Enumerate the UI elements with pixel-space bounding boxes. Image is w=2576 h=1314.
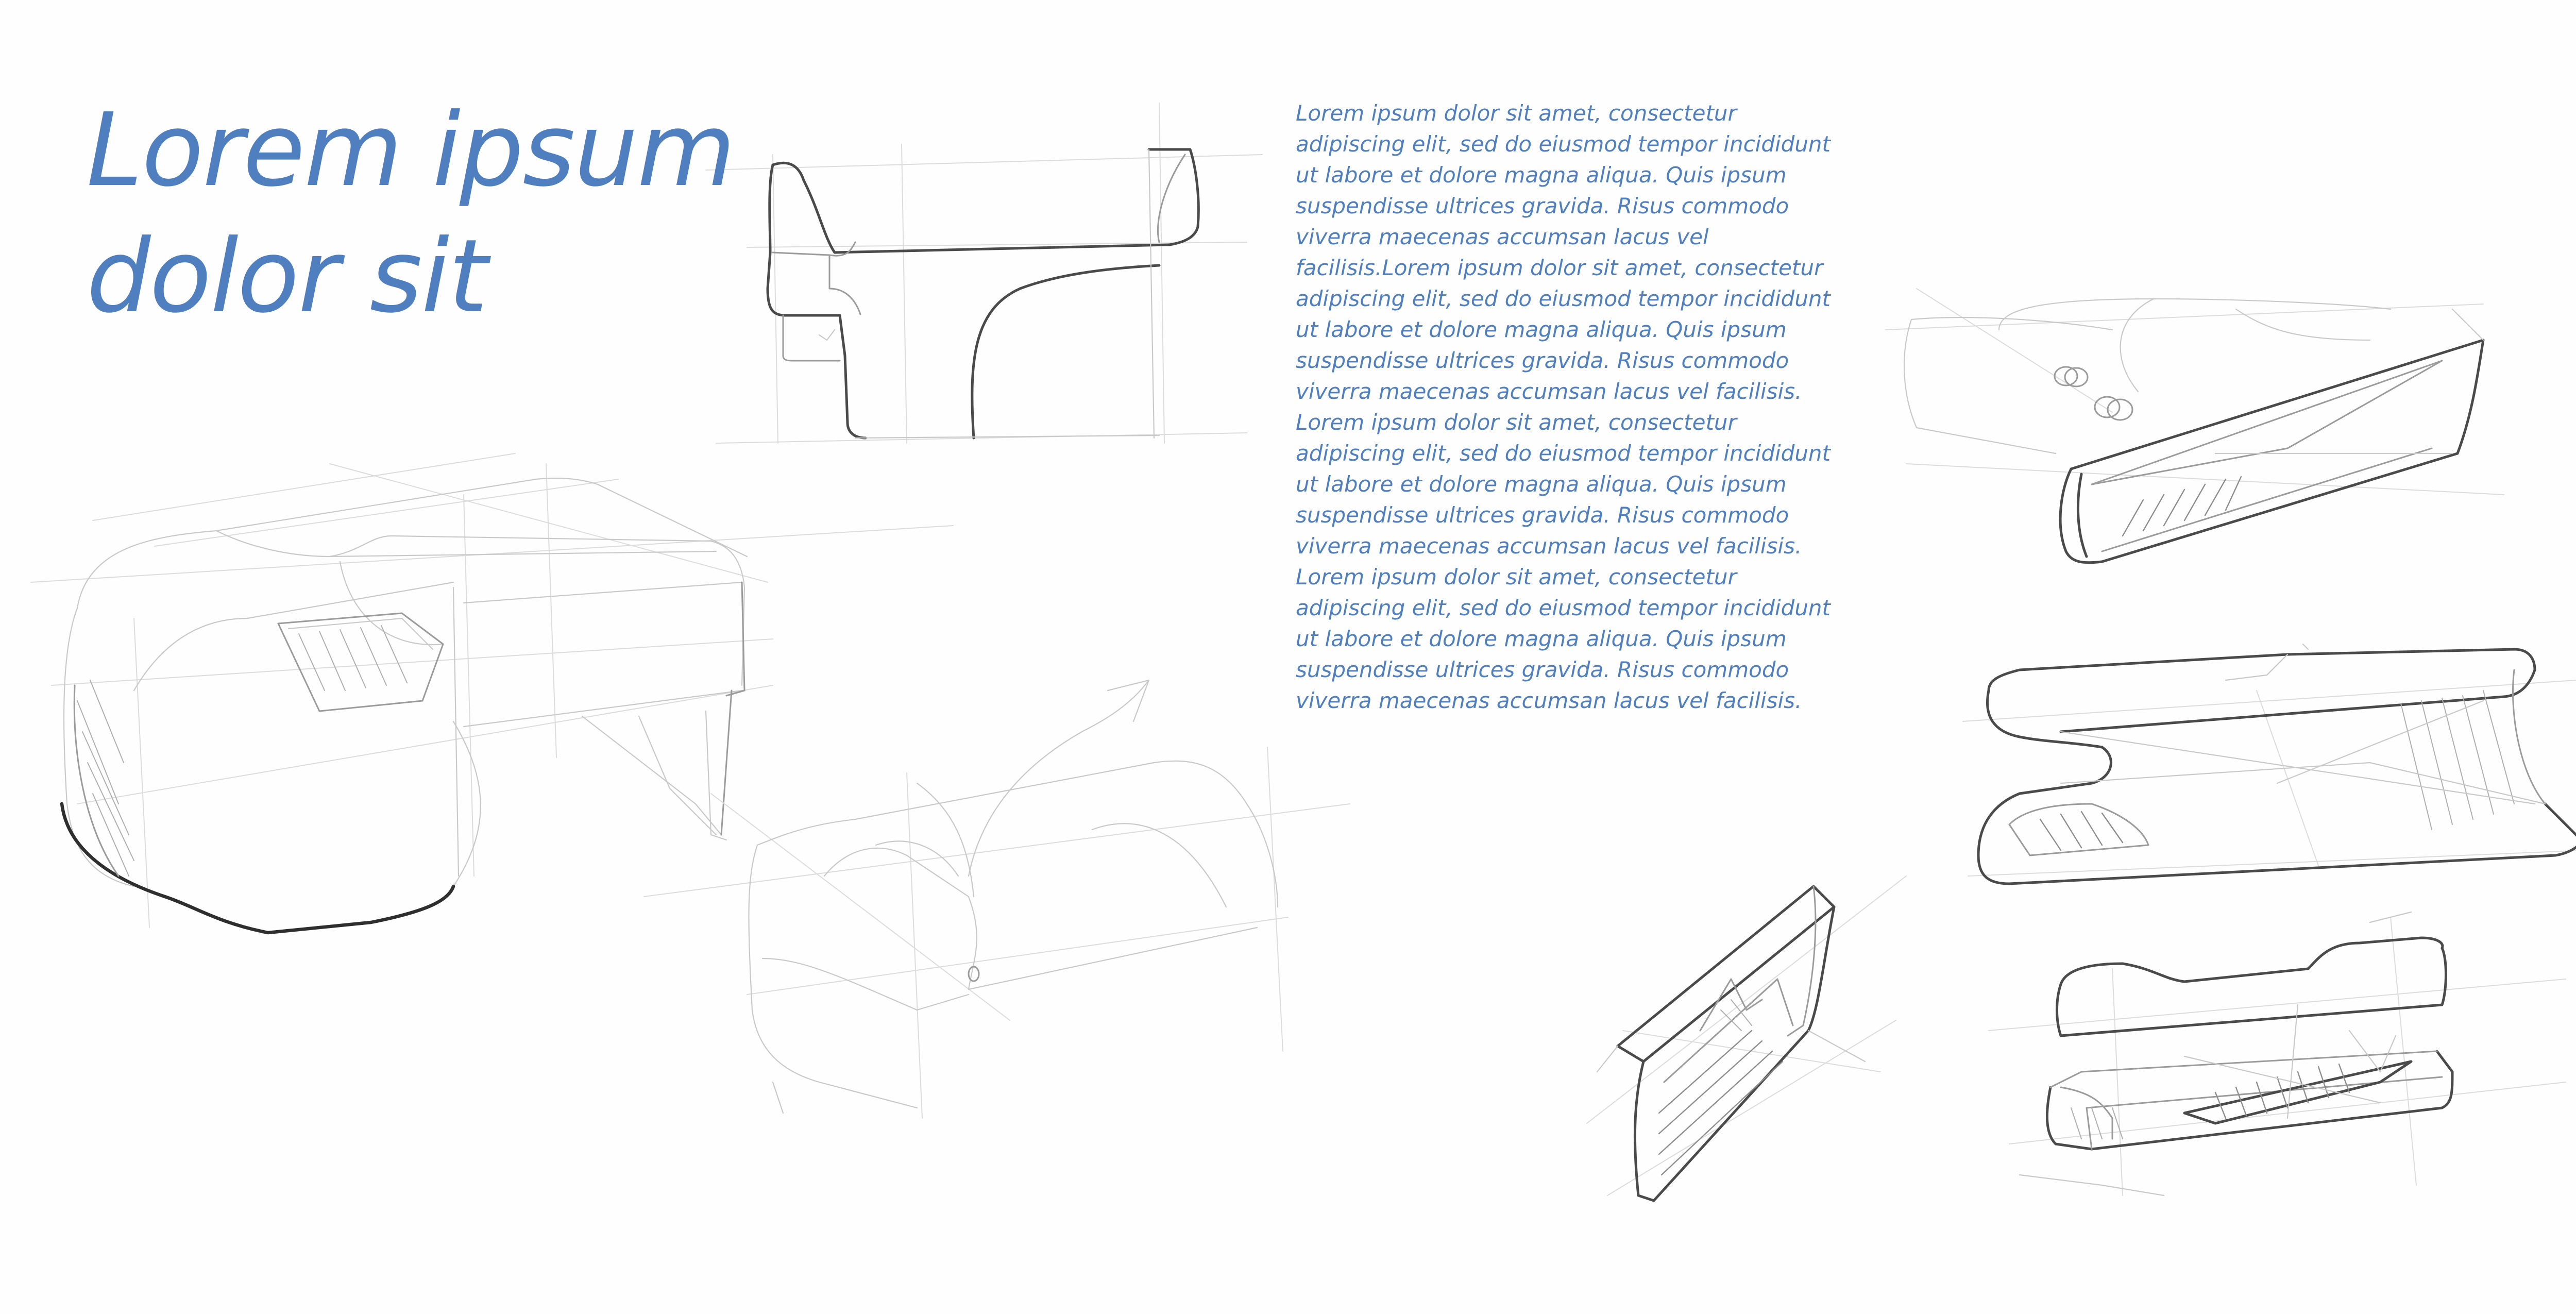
body-line: viverra maecenas accumsan lacus vel facilisis. [1296, 379, 1802, 404]
large-rounded-block-sketch-icon [31, 453, 953, 933]
title-line-1: Lorem ipsum [87, 92, 735, 209]
body-paragraph [1296, 98, 1862, 716]
body-line: ut labore et dolore magna aliqua. Quis ipsum [1296, 317, 1787, 342]
title-line-2: dolor sit [87, 218, 487, 335]
body-line: suspendisse ultrices gravida. Risus commodo [1296, 193, 1789, 218]
body-line: ut labore et dolore magna aliqua. Quis ipsum [1296, 471, 1787, 497]
clip-wedge-sketch-icon [1963, 644, 2576, 884]
body-line: ut labore et dolore magna aliqua. Quis ipsum [1296, 162, 1787, 188]
body-line: ut labore et dolore magna aliqua. Quis ipsum [1296, 626, 1787, 651]
body-line: viverra maecenas accumsan lacus vel [1296, 224, 1709, 249]
body-line: suspendisse ultrices gravida. Risus commodo [1296, 657, 1789, 682]
tray-with-lid-sketch-icon [1989, 912, 2566, 1195]
body-line: suspendisse ultrices gravida. Risus commodo [1296, 502, 1789, 528]
body-line: adipiscing elit, sed do eiusmod tempor incididunt [1296, 131, 1831, 157]
body-line: adipiscing elit, sed do eiusmod tempor incididunt [1296, 595, 1831, 620]
body-line: Lorem ipsum dolor sit amet, consectetur [1296, 100, 1737, 126]
body-line: viverra maecenas accumsan lacus vel facilisis. [1296, 688, 1802, 713]
pointed-prism-sketch-icon [1886, 289, 2504, 563]
body-line: facilisis.Lorem ipsum dolor sit amet, consectetur [1296, 255, 1823, 280]
folded-prism-sketch-icon [1587, 876, 1906, 1201]
body-line: adipiscing elit, sed do eiusmod tempor incididunt [1296, 286, 1831, 311]
top-profile-sketch-icon [706, 103, 1262, 443]
body-line: viverra maecenas accumsan lacus vel facilisis. [1296, 533, 1802, 559]
body-line: suspendisse ultrices gravida. Risus commodo [1296, 348, 1789, 373]
page-title [87, 88, 756, 340]
body-line: Lorem ipsum dolor sit amet, consectetur [1296, 410, 1737, 435]
box-with-arc-sketch-icon [644, 680, 1350, 1118]
body-line: Lorem ipsum dolor sit amet, consectetur [1296, 564, 1737, 589]
body-line: adipiscing elit, sed do eiusmod tempor incididunt [1296, 441, 1831, 466]
